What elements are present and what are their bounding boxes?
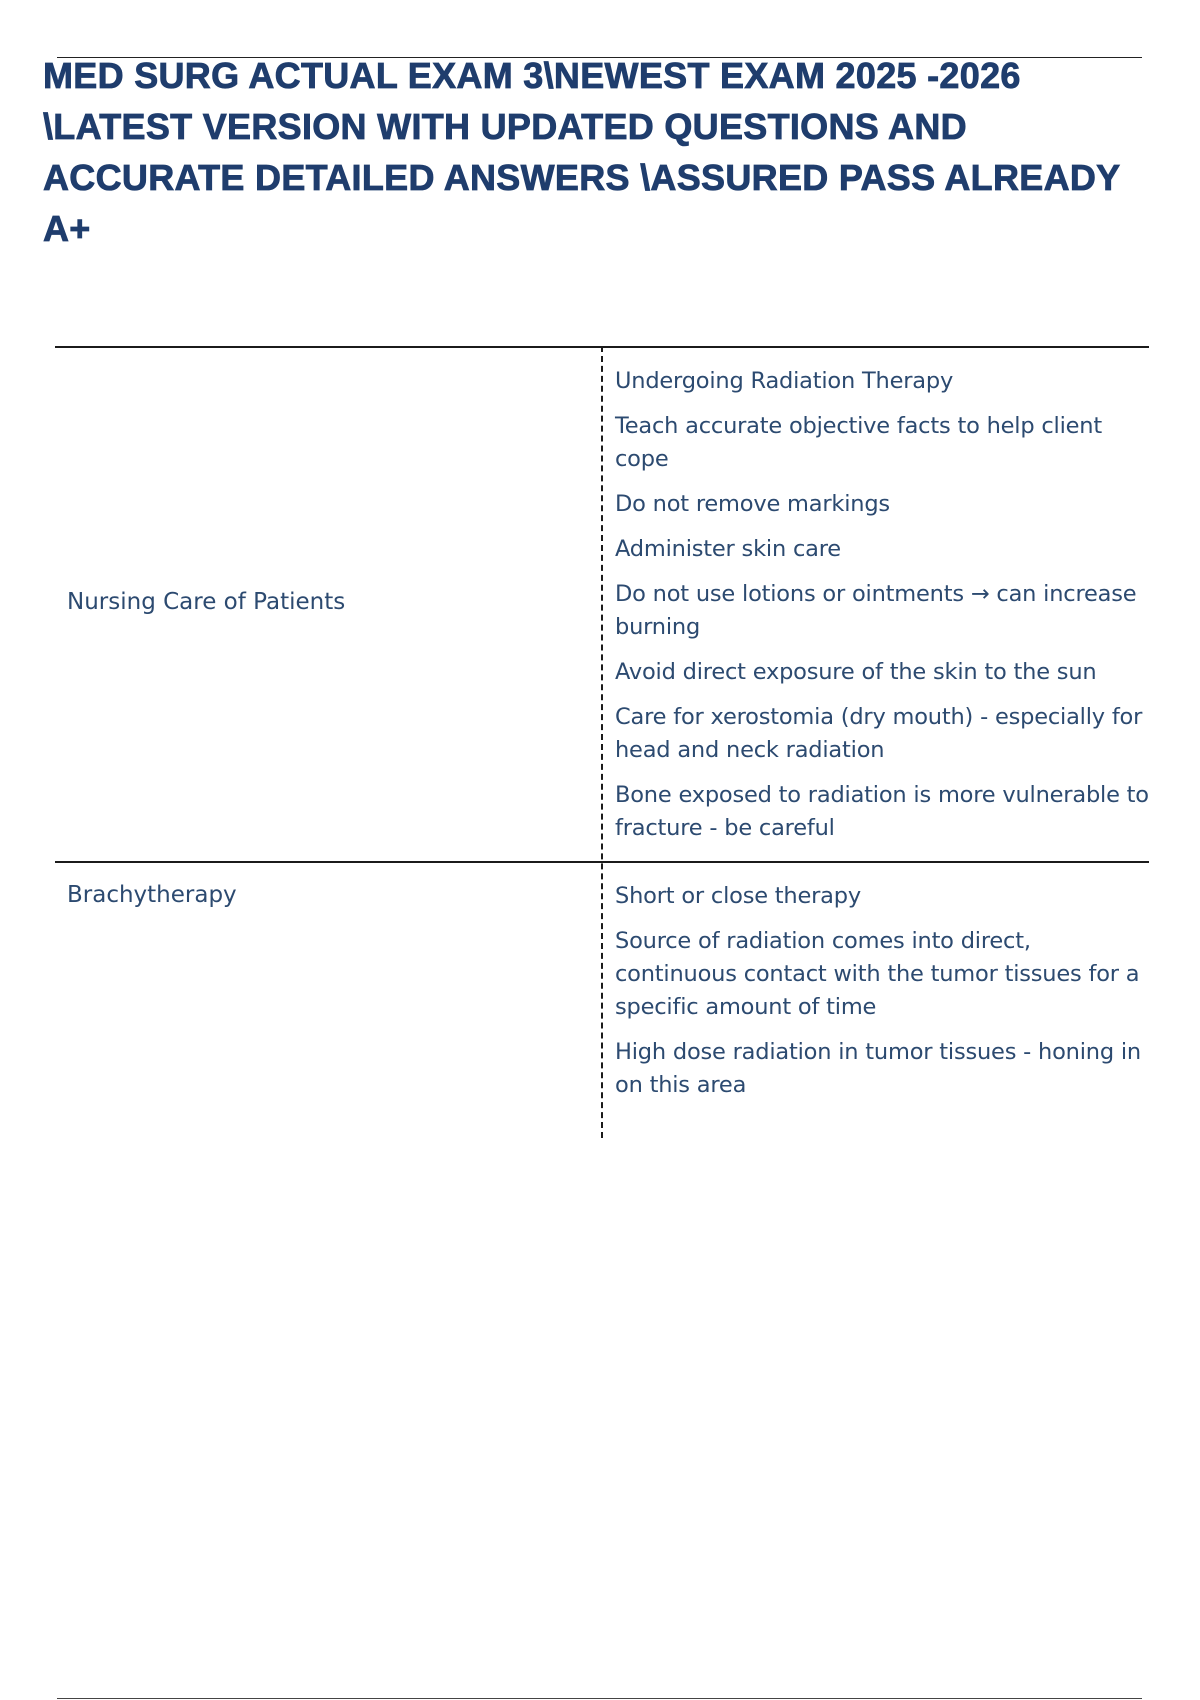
page-bottom-rule xyxy=(57,1698,1142,1699)
definition-line: Source of radiation comes into direct, continuous contact with the tumor tissues for a specific amount of time xyxy=(615,928,1140,1020)
definition-line: Do not use lotions or ointments → can increase burning xyxy=(615,581,1137,640)
term-cell: Brachytherapy xyxy=(67,882,237,908)
term-cell: Nursing Care of Patients xyxy=(67,589,346,615)
definition-line: Short or close therapy xyxy=(615,883,861,909)
table-row xyxy=(55,346,1149,863)
definition-cell xyxy=(615,365,1155,857)
flashcard-table xyxy=(55,346,1149,1138)
definition-line: Care for xerostomia (dry mouth) - especially for head and neck radiation xyxy=(615,704,1143,763)
definition-line: High dose radiation in tumor tissues - honing in on this area xyxy=(615,1039,1141,1098)
definition-line: Bone exposed to radiation is more vulnerable to fracture - be careful xyxy=(615,782,1149,841)
definition-cell xyxy=(615,880,1155,1114)
table-row xyxy=(55,861,1149,1140)
definition-line: Administer skin care xyxy=(615,536,841,562)
definition-line: Avoid direct exposure of the skin to the sun xyxy=(615,659,1097,685)
definition-line: Do not remove markings xyxy=(615,491,890,517)
document-title: MED SURG ACTUAL EXAM 3\NEWEST EXAM 2025 -2026 \LATEST VERSION WITH UPDATED QUESTIONS AND ACCURATE DETAILED ANSWERS \ASSURED PASS ALREADY A+ xyxy=(43,55,1120,249)
definition-line: Teach accurate objective facts to help client cope xyxy=(615,413,1102,472)
definition-line: Undergoing Radiation Therapy xyxy=(615,368,954,394)
